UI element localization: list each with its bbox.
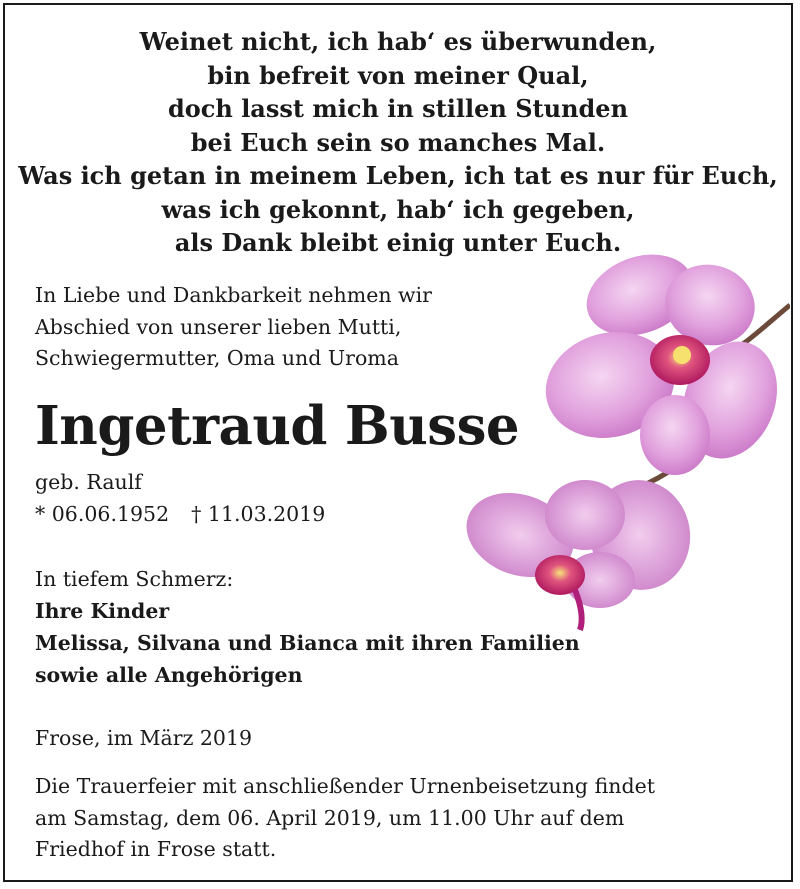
- intro-line: In Liebe und Dankbarkeit nehmen wir: [35, 283, 432, 307]
- deceased-info: [35, 467, 325, 530]
- intro-text: [35, 280, 432, 375]
- mourner-line: sowie alle Angehörigen: [35, 663, 303, 687]
- death-date: † 11.03.2019: [191, 501, 326, 526]
- place-date: Frose, im März 2019: [35, 726, 253, 750]
- poem-line: bei Euch sein so manches Mal.: [190, 127, 606, 157]
- poem-line: bin befreit von meiner Qual,: [207, 60, 589, 90]
- service-line: Die Trauerfeier mit anschließender Urnenbeisetzung findet: [35, 774, 655, 798]
- mourners-block: [35, 563, 580, 691]
- poem-line: als Dank bleibt einig unter Euch.: [174, 228, 622, 257]
- poem-line: Weinet nicht, ich hab‘ es überwunden,: [139, 27, 657, 56]
- life-dates: [35, 499, 325, 531]
- poem-line: doch lasst mich in stillen Stunden: [167, 94, 629, 123]
- obituary-notice: [3, 3, 793, 882]
- birth-date: * 06.06.1952: [35, 501, 170, 526]
- maiden-name: geb. Raulf: [35, 470, 142, 494]
- service-info: [35, 771, 655, 866]
- service-line: Friedhof in Frose statt.: [35, 837, 277, 861]
- intro-line: Schwiegermutter, Oma und Uroma: [35, 346, 399, 370]
- poem: [5, 25, 791, 260]
- mourner-line: Melissa, Silvana und Bianca mit ihren Familien: [35, 631, 580, 655]
- poem-line: Was ich getan in meinem Leben, ich tat es nur für Euch,: [18, 161, 778, 190]
- service-line: am Samstag, dem 06. April 2019, um 11.00 Uhr auf dem: [35, 805, 625, 830]
- mourners-heading: In tiefem Schmerz:: [35, 567, 234, 591]
- mourner-line: Ihre Kinder: [35, 599, 170, 623]
- poem-line: was ich gekonnt, hab‘ ich gegeben,: [161, 194, 635, 224]
- deceased-name: Ingetraud Busse: [35, 395, 520, 457]
- intro-line: Abschied von unserer lieben Mutti,: [35, 314, 402, 339]
